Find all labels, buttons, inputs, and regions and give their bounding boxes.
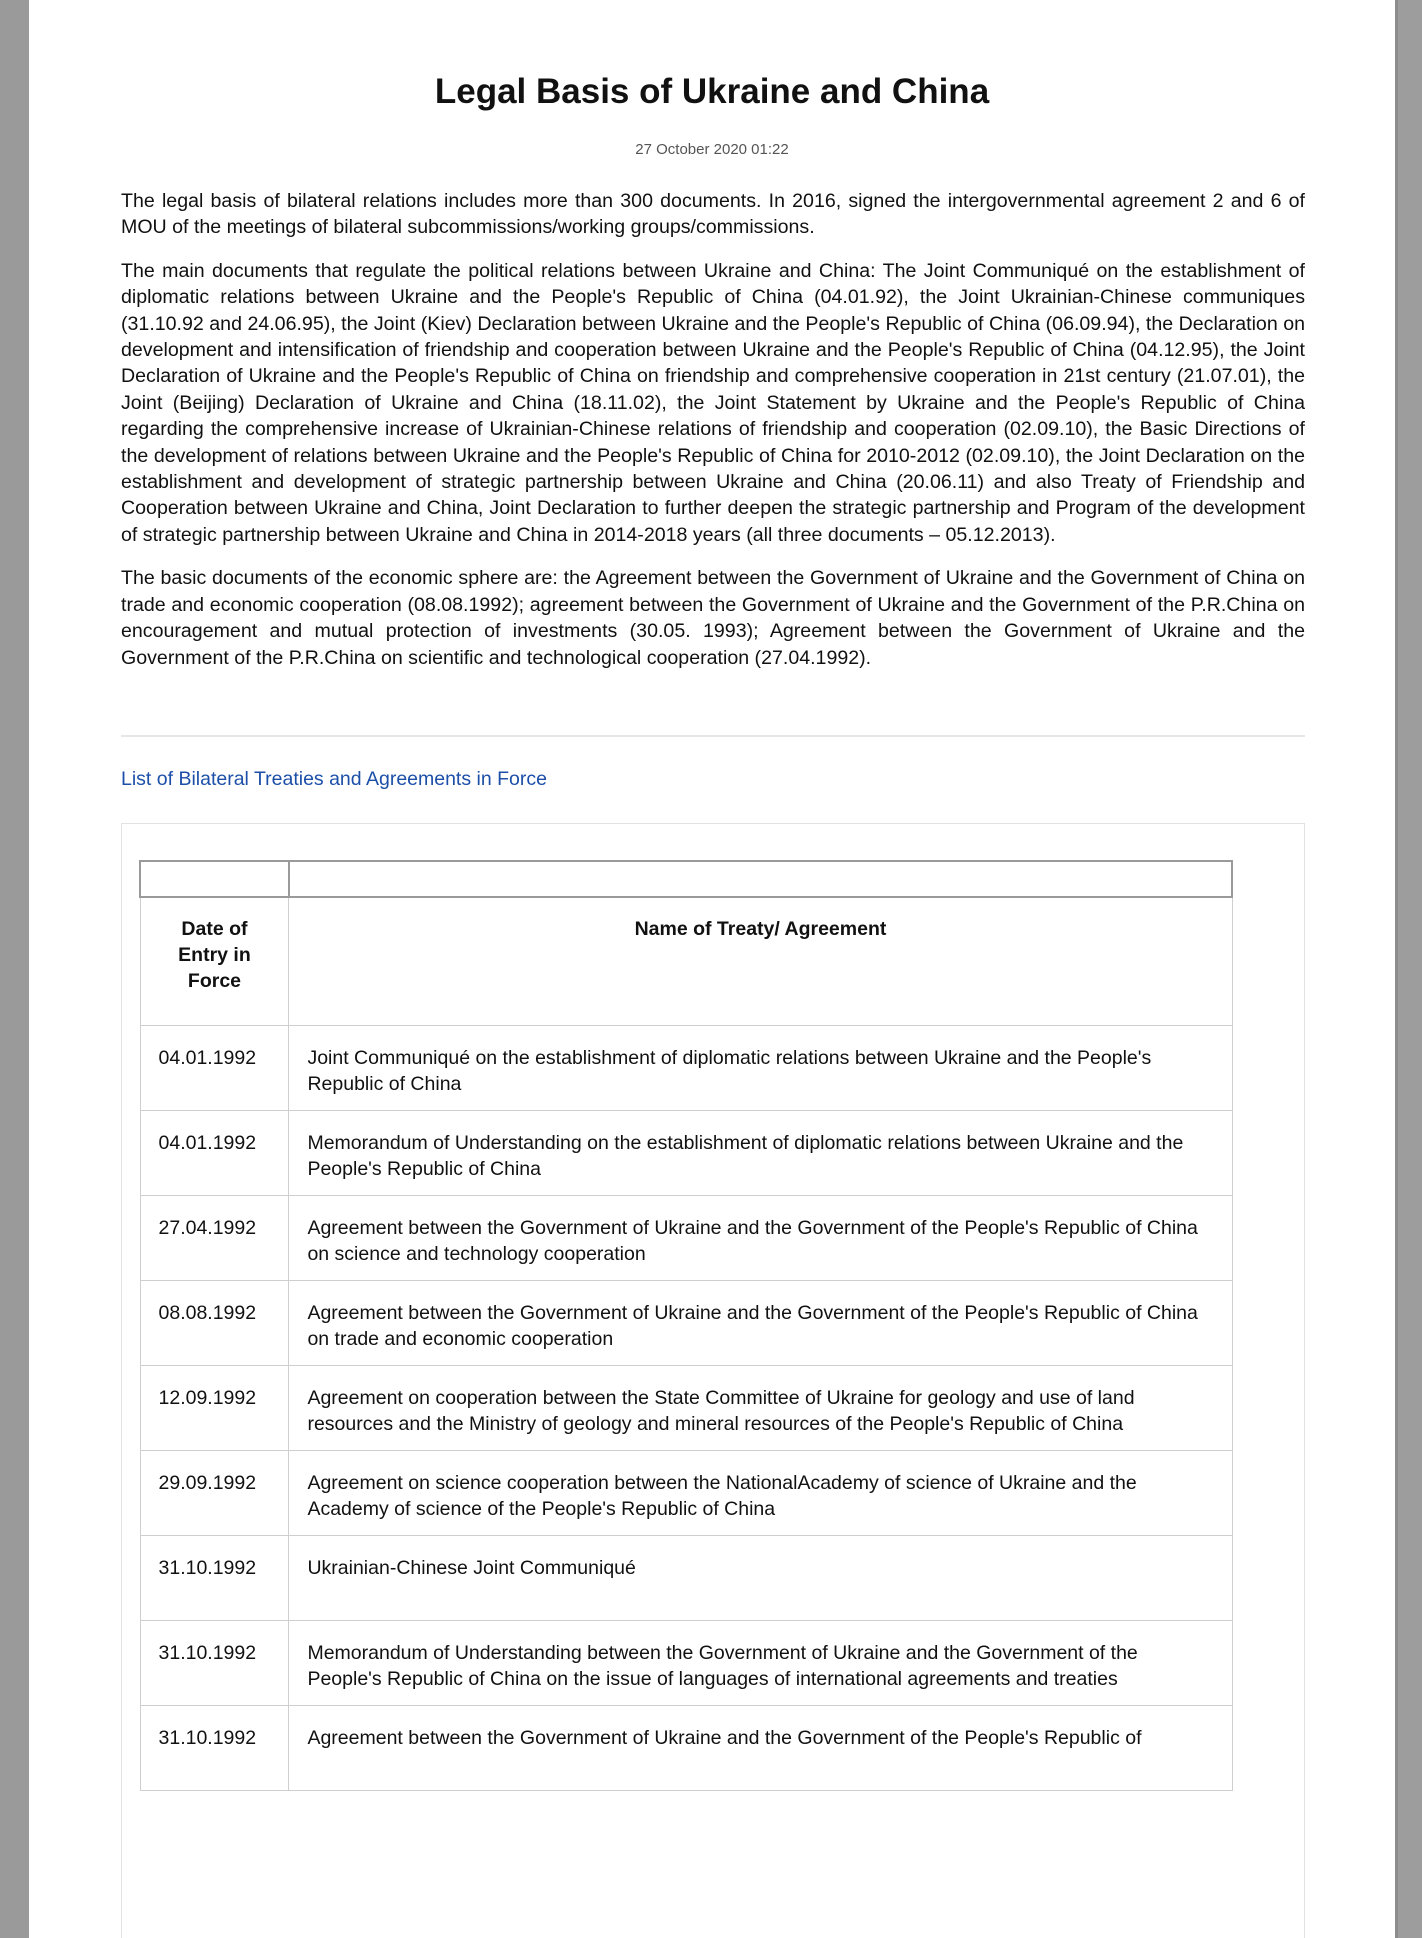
treaty-name-cell: Memorandum of Understanding between the Government of Ukraine and the Government of the People's Republic of China on the issue of languages of international agreements and treaties	[289, 1620, 1232, 1705]
table-row	[140, 1620, 1232, 1705]
table-row	[140, 1450, 1232, 1535]
table-row	[140, 1535, 1232, 1620]
article-paragraph: The basic documents of the economic sphere are: the Agreement between the Government of Ukraine and the Government of China on trade and economic cooperation (08.08.1992); agreement between the Government of Ukraine and the Government of the P.R.China on encouragement and mutual protection of investments (30.05. 1993); Agreement between the Government of Ukraine and the Government of the P.R.China on scientific and technological cooperation (27.04.1992).	[121, 567, 1305, 669]
table-row	[140, 1365, 1232, 1450]
treaty-name-cell: Agreement on science cooperation between the NationalAcademy of science of Ukraine and the Academy of science of the People's Republic of China	[289, 1450, 1232, 1535]
date-cell: 31.10.1992	[140, 1705, 289, 1790]
treaty-name-cell: Memorandum of Understanding on the establishment of diplomatic relations between Ukraine and the People's Republic of China	[289, 1110, 1232, 1195]
treaties-table	[139, 860, 1233, 1791]
date-cell: 29.09.1992	[140, 1450, 289, 1535]
table-row	[140, 1195, 1232, 1280]
article-paragraph: The main documents that regulate the political relations between Ukraine and China: The Joint Communiqué on the establishment of diplomatic relations between Ukraine and the People's Republic of China (04.01.92), the Joint Ukrainian-Chinese communiques (31.10.92 and 24.06.95), the Joint (Kiev) Declaration between Ukraine and the People's Republic of China (06.09.94), the Declaration on development and intensification of friendship and cooperation between Ukraine and the People's Republic of China (04.12.95), the Joint Declaration of Ukraine and the People's Republic of China on friendship and comprehensive cooperation in 21st century (21.07.01), the Joint (Beijing) Declaration of Ukraine and China (18.11.02), the Joint Statement by Ukraine and the People's Republic of China regarding the comprehensive increase of Ukrainian-Chinese relations of friendship and cooperation (02.09.10), the Basic Directions of the development of relations between Ukraine and the People's Republic of China for 2010-2012 (02.09.10), the Joint Declaration on the establishment and development of strategic partnership between Ukraine and China (20.06.11) and also Treaty of Friendship and Cooperation between Ukraine and China, Joint Declaration to further deepen the strategic partnership and Program of the development of strategic partnership between Ukraine and China in 2014-2018 years (all three documents – 05.12.2013).	[121, 259, 1305, 546]
empty-cell	[289, 861, 1232, 897]
table-row	[140, 1110, 1232, 1195]
table-row	[140, 1280, 1232, 1365]
table-row	[140, 1705, 1232, 1790]
scrollbar-track[interactable]	[1398, 0, 1422, 1938]
date-cell: 27.04.1992	[140, 1195, 289, 1280]
page-title: Legal Basis of Ukraine and China	[434, 72, 990, 111]
article-paragraph: The legal basis of bilateral relations includes more than 300 documents. In 2016, signed the intergovernmental agreement 2 and 6 of MOU of the meetings of bilateral subcommissions/working groups/commissions.	[121, 190, 1305, 239]
empty-cell	[140, 861, 289, 897]
treaty-name-cell: Agreement between the Government of Ukraine and the Government of the People's Republic of China on science and technology cooperation	[289, 1195, 1232, 1280]
treaty-name-cell: Agreement on cooperation between the State Committee of Ukraine for geology and use of land resources and the Ministry of geology and mineral resources of the People's Republic of China	[289, 1365, 1232, 1450]
date-column-header: Date of Entry in Force	[140, 897, 289, 1025]
table-header-row	[140, 897, 1232, 1025]
date-cell: 31.10.1992	[140, 1620, 289, 1705]
article-body	[121, 188, 1305, 688]
treaty-name-cell: Ukrainian-Chinese Joint Communiqué	[289, 1535, 1232, 1620]
date-cell: 31.10.1992	[140, 1535, 289, 1620]
treaty-name-cell: Agreement between the Government of Ukraine and the Government of the People's Republic of China on trade and economic cooperation	[289, 1280, 1232, 1365]
treaty-name-cell: Agreement between the Government of Ukraine and the Government of the People's Republic of	[289, 1705, 1232, 1790]
table-empty-row	[140, 861, 1232, 897]
section-divider	[121, 735, 1305, 737]
table-row	[140, 1025, 1232, 1110]
date-cell: 12.09.1992	[140, 1365, 289, 1450]
treaty-name-cell: Joint Communiqué on the establishment of diplomatic relations between Ukraine and the People's Republic of China	[289, 1025, 1232, 1110]
date-cell: 04.01.1992	[140, 1110, 289, 1195]
treaties-list-link[interactable]: List of Bilateral Treaties and Agreements in Force	[121, 768, 547, 790]
publish-date: 27 October 2020 01:22	[635, 141, 789, 158]
name-column-header: Name of Treaty/ Agreement	[289, 897, 1232, 1025]
date-cell: 08.08.1992	[140, 1280, 289, 1365]
date-cell: 04.01.1992	[140, 1025, 289, 1110]
